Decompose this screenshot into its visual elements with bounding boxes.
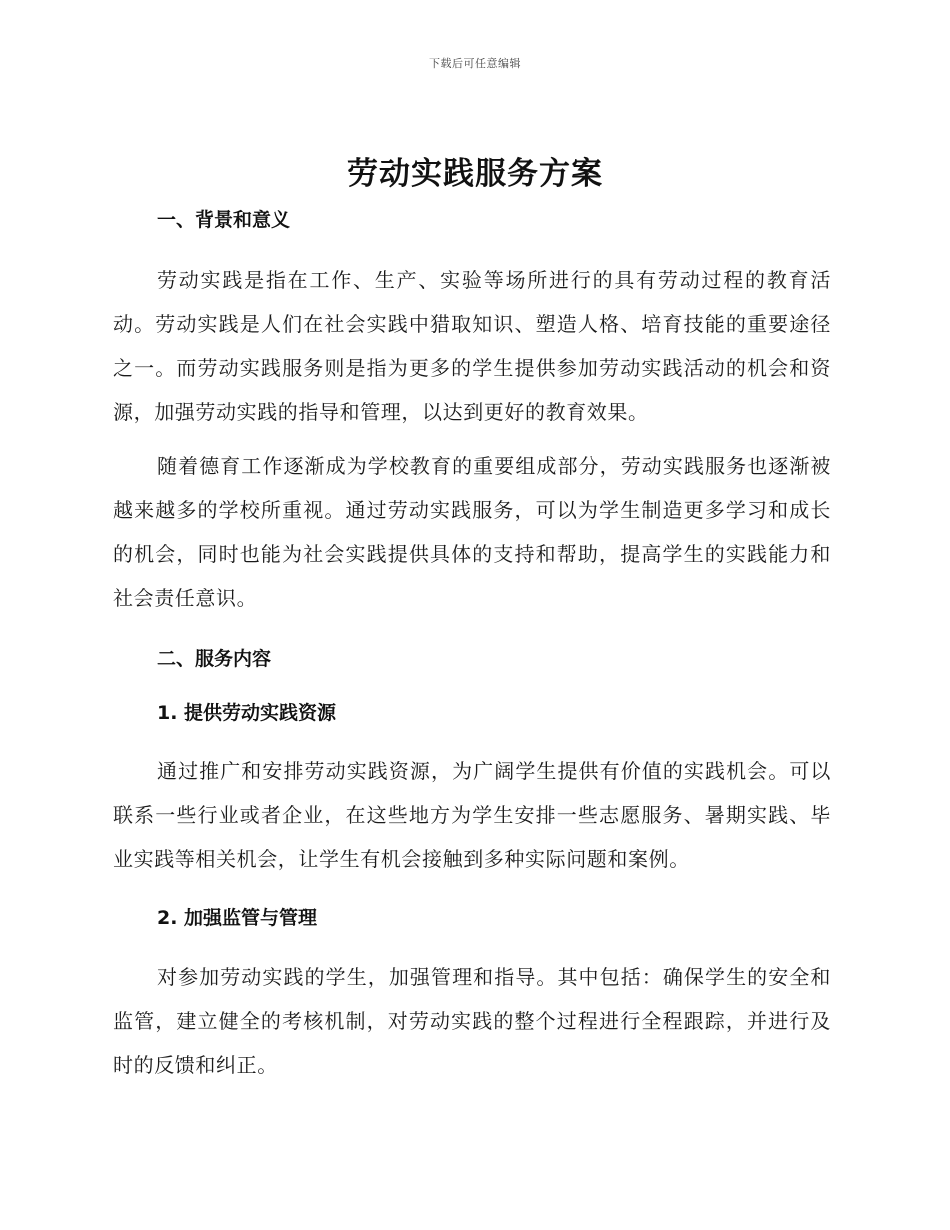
section-heading-background: 一、背景和意义 (157, 209, 291, 231)
paragraph-background-2: 随着德育工作逐渐成为学校教育的重要组成部分，劳动实践服务也逐渐被越来越多的学校所重视。通过劳动实践服务，可以为学生制造更多学习和成长的机会，同时也能为社会实践提供具体的支持和帮助，提高学生的实践能力和社会责任意识。 (113, 454, 831, 610)
document-body (113, 205, 831, 1087)
document-title: 劳动实践服务方案 (347, 156, 603, 192)
subsection-heading-management: 2. 加强监管与管理 (157, 907, 318, 929)
paragraph-background-1: 劳动实践是指在工作、生产、实验等场所进行的具有劳动过程的教育活动。劳动实践是人们在社会实践中猎取知识、塑造人格、培育技能的重要途径之一。而劳动实践服务则是指为更多的学生提供参加劳动实践活动的机会和资源，加强劳动实践的指导和管理，以达到更好的教育效果。 (113, 268, 831, 424)
header-note: 下载后可任意编辑 (429, 57, 521, 70)
paragraph-resources: 通过推广和安排劳动实践资源，为广阔学生提供有价值的实践机会。可以联系一些行业或者企业，在这些地方为学生安排一些志愿服务、暑期实践、毕业实践等相关机会，让学生有机会接触到多种实际问题和案例。 (113, 759, 831, 871)
section-heading-services: 二、服务内容 (157, 648, 272, 670)
subsection-heading-resources: 1. 提供劳动实践资源 (157, 702, 337, 724)
paragraph-management: 对参加劳动实践的学生，加强管理和指导。其中包括：确保学生的安全和监管，建立健全的考核机制，对劳动实践的整个过程进行全程跟踪，并进行及时的反馈和纠正。 (113, 965, 831, 1077)
